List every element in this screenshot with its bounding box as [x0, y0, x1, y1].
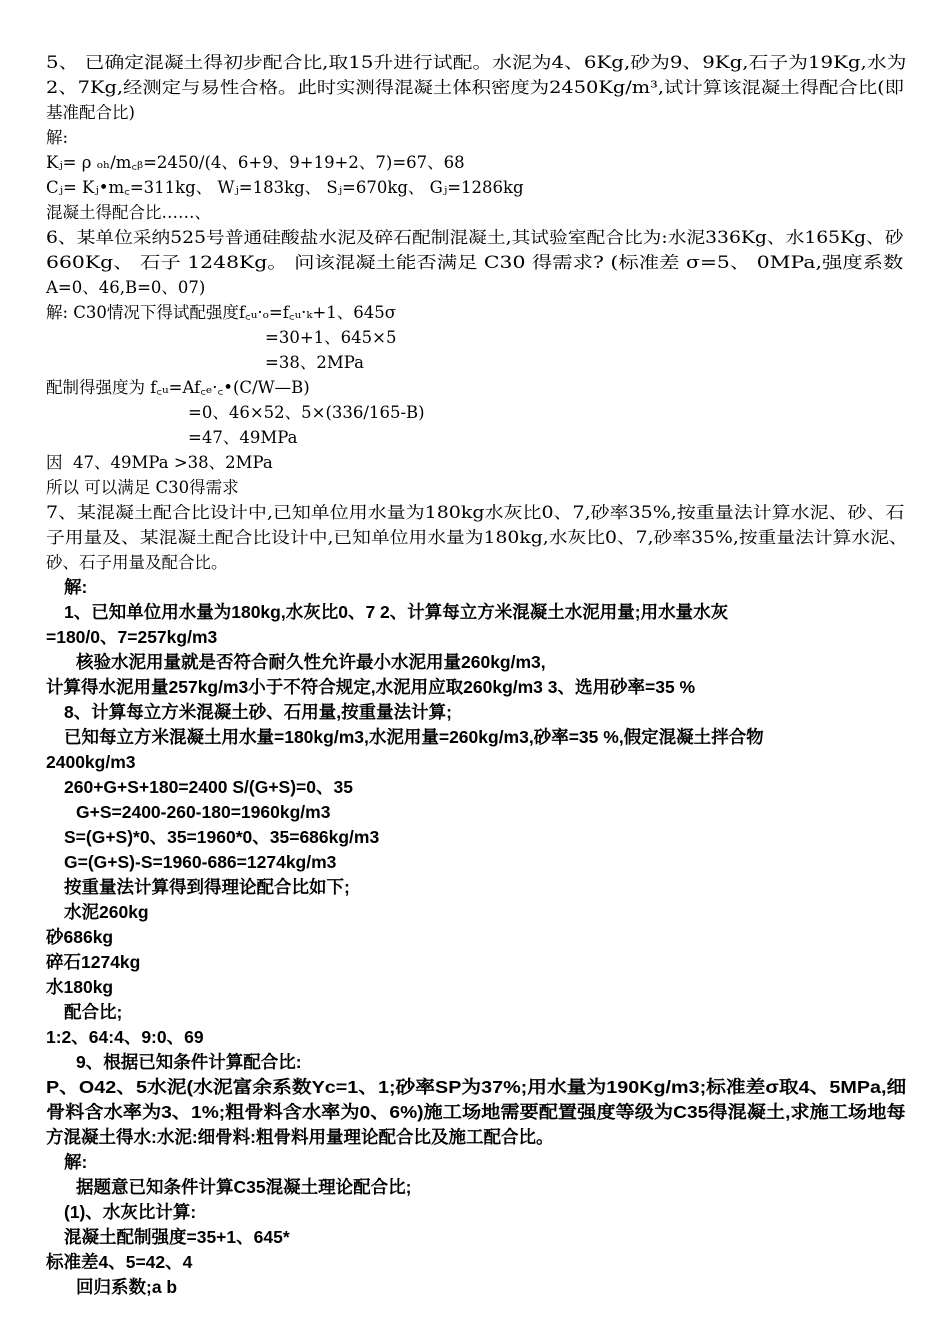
text-line: 配合比;	[64, 1002, 123, 1022]
text-line: 骨料含水率为3、1%;粗骨料含水率为0、6%)施工场地需要配置强度等级为C35得混凝土,求施工场地每	[46, 1102, 906, 1122]
text-line: 1:2、64:4、9:0、69	[46, 1027, 204, 1047]
text-line: 解:	[64, 1152, 88, 1172]
text-line: 砂、石子用量及配合比。	[46, 553, 228, 572]
text-line: 砂686kg	[46, 927, 114, 947]
text-line: 9、根据已知条件计算配合比:	[76, 1052, 302, 1072]
text-line: 2、7Kg,经测定与易性合格。此时实测得混凝土体积密度为2450Kg/m³,试计算该混凝土得配合比(即	[46, 78, 904, 97]
text-line: 已知每立方米混凝土用水量=180kg/m3,水泥用量=260kg/m3,砂率=35 %,假定混凝土拌合物	[64, 727, 764, 747]
text-line: 碎石1274kg	[46, 952, 141, 972]
text-line: 据题意已知条件计算C35混凝土理论配合比;	[76, 1177, 412, 1197]
text-line: 计算得水泥用量257kg/m3小于不符合规定,水泥用应取260kg/m3 3、选用砂率=35 %	[46, 677, 696, 697]
text-line: A=0、46,B=0、07)	[46, 278, 206, 297]
text-line: 2400kg/m3	[46, 752, 136, 772]
text-line: 660Kg、 石子 1248Kg。 问该混凝土能否满足 C30 得需求? (标准差 σ=5、 0MPa,强度系数	[46, 253, 904, 272]
text-line: 回归系数;a b	[76, 1277, 178, 1297]
text-line: =38、2MPa	[265, 353, 364, 372]
text-line: 子用量及、某混凝土配合比设计中,已知单位用水量为180kg,水灰比0、7,砂率35%,按重量法计算水泥、	[46, 528, 908, 547]
text-line: =0、46×52、5×(336/165-B)	[188, 403, 425, 422]
text-line: 配制得强度为 f꜀ᵤ=Af꜀ₑ·꜀•(C/W—B)	[46, 378, 310, 397]
text-line: G+S=2400-260-180=1960kg/m3	[76, 802, 331, 822]
text-line: 解: C30情况下得试配强度f꜀ᵤ·ₒ=f꜀ᵤ·ₖ+1、645σ	[46, 303, 396, 322]
text-line: 所以 可以满足 C30得需求	[46, 478, 239, 497]
text-line: 7、某混凝土配合比设计中,已知单位用水量为180kg水灰比0、7,砂率35%,按重量法计算水泥、砂、石	[46, 503, 905, 522]
text-line: 1、已知单位用水量为180kg,水灰比0、7 2、计算每立方米混凝土水泥用量;用水量水灰	[64, 602, 729, 622]
text-line: P、O42、5水泥(水泥富余系数Yc=1、1;砂率SP为37%;用水量为190Kg/m3;标准差σ取4、5MPa,细	[46, 1077, 907, 1097]
text-line: S=(G+S)*0、35=1960*0、35=686kg/m3	[64, 827, 380, 847]
text-line: 标准差4、5=42、4	[46, 1252, 193, 1272]
text-line: 因 47、49MPa >38、2MPa	[46, 453, 273, 472]
text-line: 解:	[46, 128, 69, 147]
text-line: 解:	[64, 577, 88, 597]
text-line: =30+1、645×5	[265, 328, 397, 347]
text-line: G=(G+S)-S=1960-686=1274kg/m3	[64, 852, 337, 872]
text-line: 6、某单位采纳525号普通硅酸盐水泥及碎石配制混凝土,其试验室配合比为:水泥336Kg、水165Kg、砂	[46, 228, 904, 247]
text-line: Kⱼ= ρ ₒₕ/m꜀ᵦ=2450/(4、6+9、9+19+2、7)=67、68	[46, 153, 465, 172]
text-line: 混凝土得配合比……、	[46, 203, 211, 222]
text-line: (1)、水灰比计算:	[64, 1202, 197, 1222]
text-line: 方混凝土得水:水泥:细骨料:粗骨料用量理论配合比及施工配合比。	[46, 1127, 554, 1147]
text-line: 水泥260kg	[64, 902, 149, 922]
text-line: 按重量法计算得到得理论配合比如下;	[64, 877, 350, 897]
text-line: 8、计算每立方米混凝土砂、石用量,按重量法计算;	[64, 702, 452, 722]
text-line: 260+G+S+180=2400 S/(G+S)=0、35	[64, 777, 353, 797]
text-line: 基准配合比)	[46, 103, 135, 122]
text-line: Cⱼ= Kⱼ•m꜀=311kg、 Wⱼ=183kg、 Sⱼ=670kg、 Gⱼ=1286kg	[46, 178, 524, 197]
text-line: 5、 已确定混凝土得初步配合比,取15升进行试配。水泥为4、6Kg,砂为9、9Kg,石子为19Kg,水为	[46, 53, 907, 72]
text-line: 核验水泥用量就是否符合耐久性允许最小水泥用量260kg/m3,	[76, 652, 546, 672]
text-line: 混凝土配制强度=35+1、645*	[64, 1227, 290, 1247]
text-line: =47、49MPa	[188, 428, 298, 447]
text-line: =180/0、7=257kg/m3	[46, 627, 218, 647]
text-line: 水180kg	[46, 977, 114, 997]
